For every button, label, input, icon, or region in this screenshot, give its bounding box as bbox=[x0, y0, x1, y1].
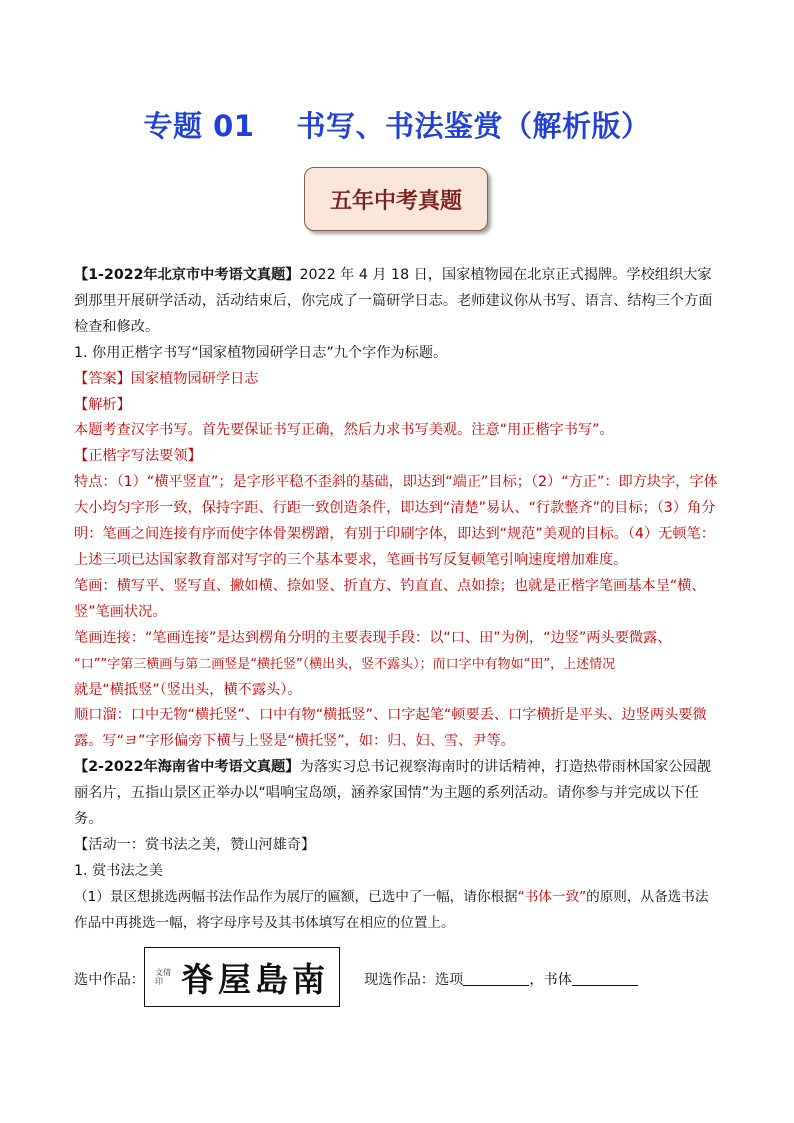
q1-intro: 【1-2022年北京市中考语文真题】2022 年 4 月 18 日，国家植物园在北京正式揭牌。学校组织大家到那里开展研学活动，活动结束后，你完成了一篇研学日志。老师建议你从书写、语言、结构三个方面检查和修改。 bbox=[74, 267, 713, 335]
q2-activity: 【活动一：赏书法之美，赞山河雄奇】 bbox=[74, 836, 316, 853]
q1-tips-strokes: 笔画：横写平、竖写直、撇如横、捺如竖、折直方、钓直直、点如捺；也就是正楷字笔画基本呈“横、竖”笔画状况。 bbox=[74, 577, 706, 620]
selected-work-label: 选中作品： bbox=[74, 972, 145, 988]
calligraphy-seal: 文倩 印 bbox=[155, 968, 171, 986]
q1-tips-connect-2: “口””字第三横画与第二画竖是“横托竖”（横出头，竖不露头）；而口字中有物如“田”，上述情况 bbox=[74, 656, 616, 672]
q1-tips-connect-3: 就是“横抵竖”（竖出头，横不露头）。 bbox=[74, 681, 302, 698]
calligraphy-selection-row bbox=[74, 947, 722, 1011]
calligraphy-text: 脊屋島南 bbox=[181, 959, 329, 999]
q2-sub1: 1. 赏书法之美 bbox=[74, 862, 163, 879]
q1-answer: 【答案】国家植物园研学日志 bbox=[74, 370, 259, 387]
q2-sub1-question: （1）景区想挑选两幅书法作品作为展厅的匾额，已选中了一幅，请你根据“书体一致”的原则，从备选书法作品中再挑选一幅，将字母序号及其书体填写在相应的位置上。 bbox=[74, 888, 709, 931]
q1-tips-connect-1: 笔画连接：“笔画连接”是达到楞角分明的主要表现手段：以“口、田”为例，“边竖”两头要微露、 bbox=[74, 629, 672, 646]
font-blank[interactable] bbox=[572, 971, 638, 986]
q1-tips-label: 【正楷字写法要领】 bbox=[74, 448, 202, 465]
option-blank[interactable] bbox=[463, 971, 529, 986]
page-title bbox=[0, 104, 794, 145]
q1-tips-features: 特点：（1）“横平竖直”；是字形平稳不歪斜的基础，即达到“端正”目标；（2）“方正”：即方块字，字体大小均匀字形一致，保持字距、行距一致创造条件，即达到“清楚”易认、“行款整齐”的目标；（3）角分明：笔画之间连接有序而使字体骨架楞蹭，有别于印刷字体，即达到“规范”美观的目标。（4）无顿笔：上述三项已达国家教育部对写字的三个基本要求，笔画书写反复顿笔引响速度增加难度。 bbox=[74, 474, 718, 568]
selected-calligraphy-image bbox=[144, 947, 340, 1007]
q1-analysis: 本题考查汉字书写。首先要保证书写正确，然后力求书写美观。注意“用正楷字书写”。 bbox=[74, 422, 614, 439]
option-label: 现选作品：选项 bbox=[364, 972, 464, 988]
q1-question: 1. 你用正楷字书写“国家植物园研学日志”九个字作为标题。 bbox=[74, 344, 448, 361]
section-badge: 五年中考真题 bbox=[304, 167, 488, 231]
font-label: ，书体 bbox=[529, 972, 572, 988]
q2-intro: 【2-2022年海南省中考语文真题】为落实习总书记视察海南时的讲话精神，打造热带雨林国家公园靓丽名片，五指山景区正举办以“唱响宝岛颂，涵养家国情”为主题的系列活动。请你参与并完成以下任务。 bbox=[74, 759, 711, 828]
q1-analysis-label: 【解析】 bbox=[74, 396, 131, 413]
document-body bbox=[74, 263, 722, 937]
q2-source: 【2-2022年海南省中考语文真题】 bbox=[74, 759, 300, 776]
q1-source: 【1-2022年北京市中考语文真题】 bbox=[74, 267, 300, 283]
title-topic-number: 专题 01 bbox=[143, 109, 255, 143]
option-fill-line bbox=[364, 969, 638, 989]
q1-tips-rhyme: 顺口溜：口中无物“横托竖”、口中有物“横抵竖”、口字起笔“顿要丢、口字横折是平头、边竖两头要微露。写“ヨ”字形偏旁下横与上竖是“横托竖”，如：归、妇、雪、尹等。 bbox=[74, 707, 707, 750]
title-topic-name: 书写、书法鉴赏（解析版） bbox=[296, 109, 651, 143]
